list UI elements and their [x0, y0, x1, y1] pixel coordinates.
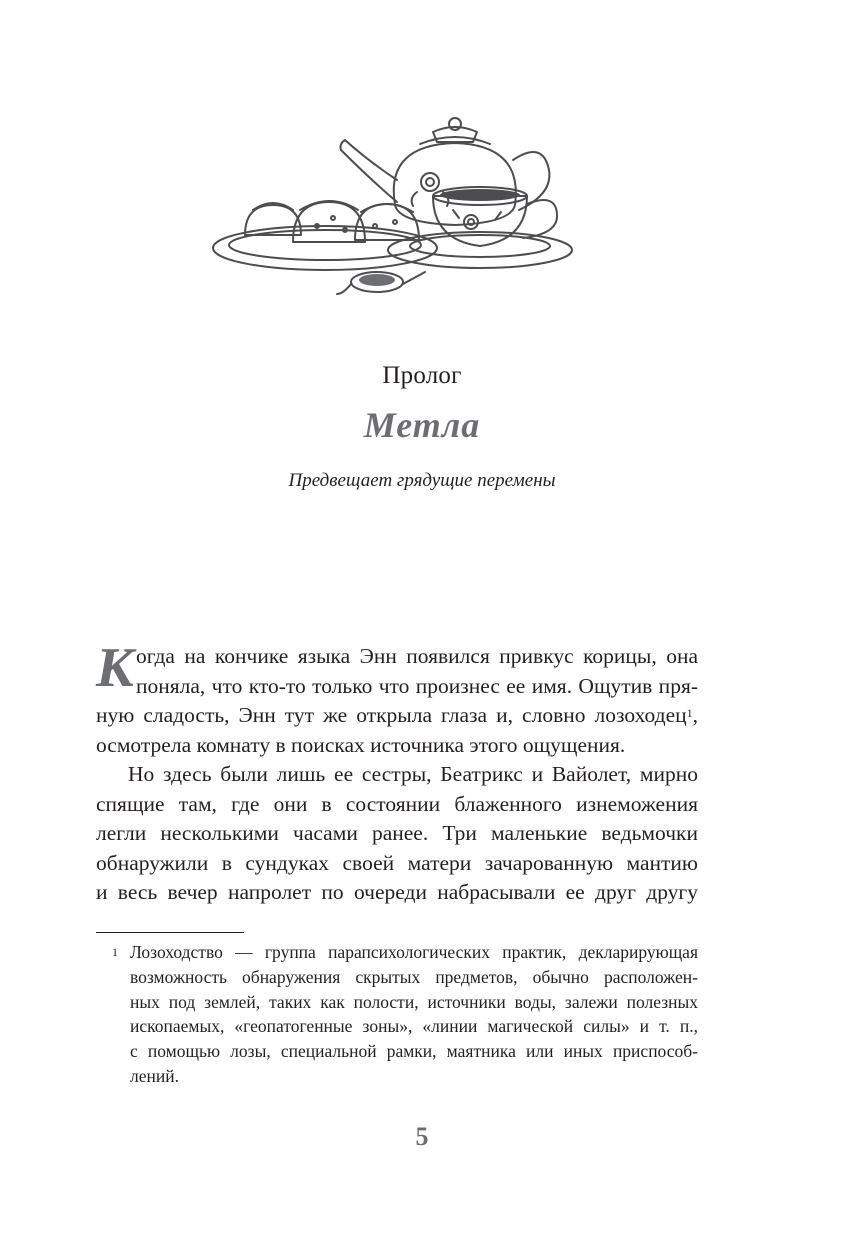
text-fragment: ную сладость, Энн тут же открыла глаза и, словно лозоходец [96, 703, 687, 727]
text-line: и весь вечер напролет по очереди набрасывали ее друг другу [96, 880, 698, 904]
footnote-reference[interactable]: 1 [686, 706, 693, 720]
footnote [112, 940, 698, 1089]
footnote-line: Лозоходство — группа парапсихологических практик, декларирующая [130, 942, 698, 962]
prologue-label: Пролог [382, 362, 462, 389]
drop-cap: К [96, 637, 134, 699]
body-text [96, 637, 698, 908]
footnote-line: лений. [130, 1065, 179, 1086]
page-number: 5 [415, 1122, 429, 1151]
teapot-teacup-scones-illustration [205, 100, 575, 315]
paragraph-2 [96, 760, 698, 908]
text-line: огда на кончике языка Энн появился привкус корицы, она [135, 644, 698, 668]
text-fragment: , [692, 703, 698, 727]
footnote-line: с помощью лозы, специальной рамки, маятника или иных приспособ- [130, 1041, 698, 1062]
footnote-line: возможность обнаружения скрытых предметов, обычно расположен- [130, 966, 698, 987]
text-line: легли несколькими часами ранее. Три маленькие ведьмочки [96, 821, 698, 845]
chapter-title: Метла [363, 405, 481, 445]
epigraph: Предвещает грядущие перемены [288, 470, 556, 491]
text-line: осмотрела комнату в поисках источника этого ощущения. [96, 732, 626, 757]
paragraph-1 [96, 637, 698, 760]
text-line: поняла, что кто-то только что произнес ее имя. Ощутив пря- [135, 673, 698, 698]
footnote-line: ных под землей, таких как полости, источники воды, залежи полезных [130, 991, 698, 1012]
footnote-divider [96, 932, 244, 933]
text-line [96, 701, 698, 731]
text-line: Но здесь были лишь ее сестры, Беатрикс и Вайолет, мирно [128, 762, 698, 786]
text-line: обнаружили в сундуках своей матери зачарованную мантию [96, 850, 698, 875]
text-line: спящие там, где они в состоянии блаженного изнеможения [96, 791, 698, 816]
footnote-line: ископаемых, «геопатогенные зоны», «линии магической силы» и т. п., [130, 1016, 698, 1037]
footnote-mark: 1 [112, 945, 118, 959]
